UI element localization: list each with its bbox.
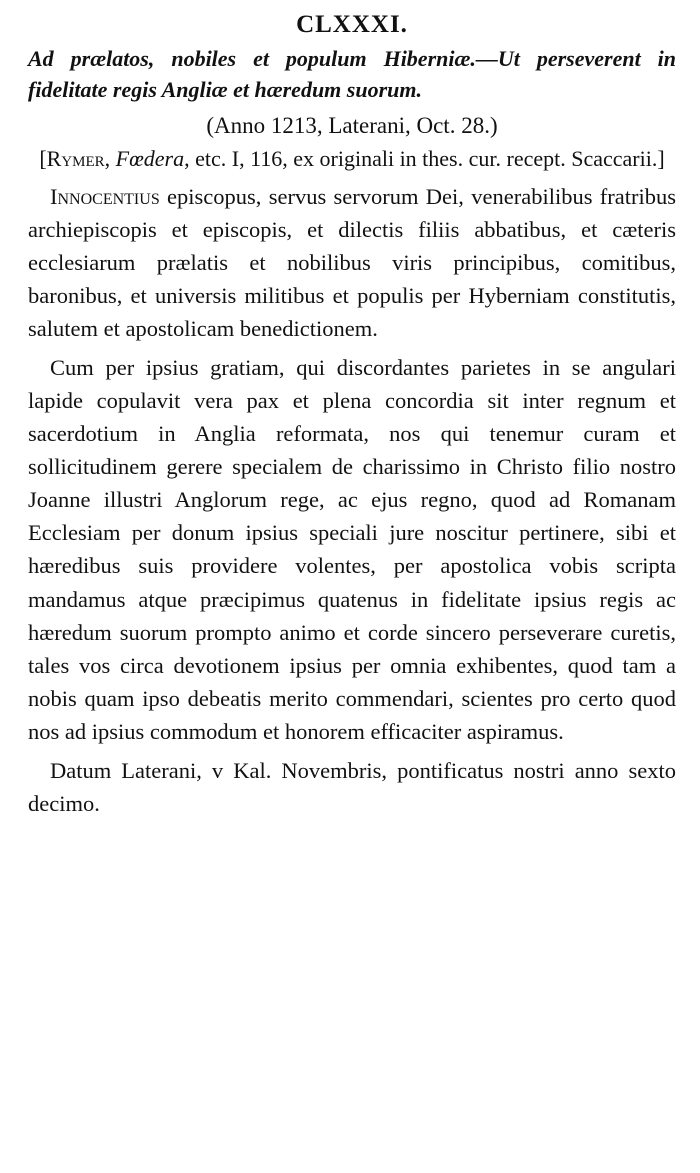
salutation-text: episcopus, servus servorum Dei, venerabilibus fratribus archiepiscopis et episcopis, et dilectis filiis abbatibus, et cæteris ecclesiarum prælatis et nobilibus viris principibus, comitibus, baronibus, et universis militibus et populis per Hyberniam constitutis, salutem et apostolicam benedictionem. [28, 183, 676, 342]
document-rubric: Ad prælatos, nobiles et populum Hiberniæ.—Ut perseverent in fidelitate regis Angliæ et hæredum suorum. [28, 45, 676, 102]
opening-word: Innocentius [50, 183, 160, 209]
source-citation [28, 143, 676, 174]
paragraph-body: Cum per ipsius gratiam, qui discordantes parietes in se angulari lapide copulavit vera pax et plena concordia sit inter regnum et sacerdotium in Anglia reformata, nos qui tenemur curam et sollicitudinem gerere specialem de charissimo in Christo filio nostro Joanne illustri Anglorum rege, ac ejus regno, quod ad Romanam Ecclesiam per donum ipsius speciali jure noscitur pertinere, sibi et hæredibus suis providere volentes, per apostolica vobis scripta mandamus atque præcipimus quatenus in fidelitate ipsius regis ac hæredum suorum prompto animo et corde sincero perseverare curetis, tales vos circa devotionem ipsius per omnia exhibentes, quod tam a nobis quam ipso debeatis merito commendari, scientes pro certo quod nos ad ipsius commodum et honorem efficaciter aspiramus. [28, 355, 676, 744]
paragraph-dating: Datum Laterani, v Kal. Novembris, pontificatus nostri anno sexto decimo. [28, 757, 676, 816]
document-page [28, 8, 676, 820]
source-reference: , etc. I, 116, ex originali in thes. cur. recept. Scaccarii.] [184, 145, 665, 171]
document-date: (Anno 1213, Laterani, Oct. 28.) [206, 113, 498, 139]
source-work: Fœdera [115, 145, 185, 171]
document-number: CLXXXI. [296, 11, 408, 38]
source-separator: , [104, 145, 116, 171]
paragraph-salutation [28, 180, 676, 345]
source-author: Rymer [46, 145, 105, 171]
source-open-bracket: [ [39, 145, 47, 171]
